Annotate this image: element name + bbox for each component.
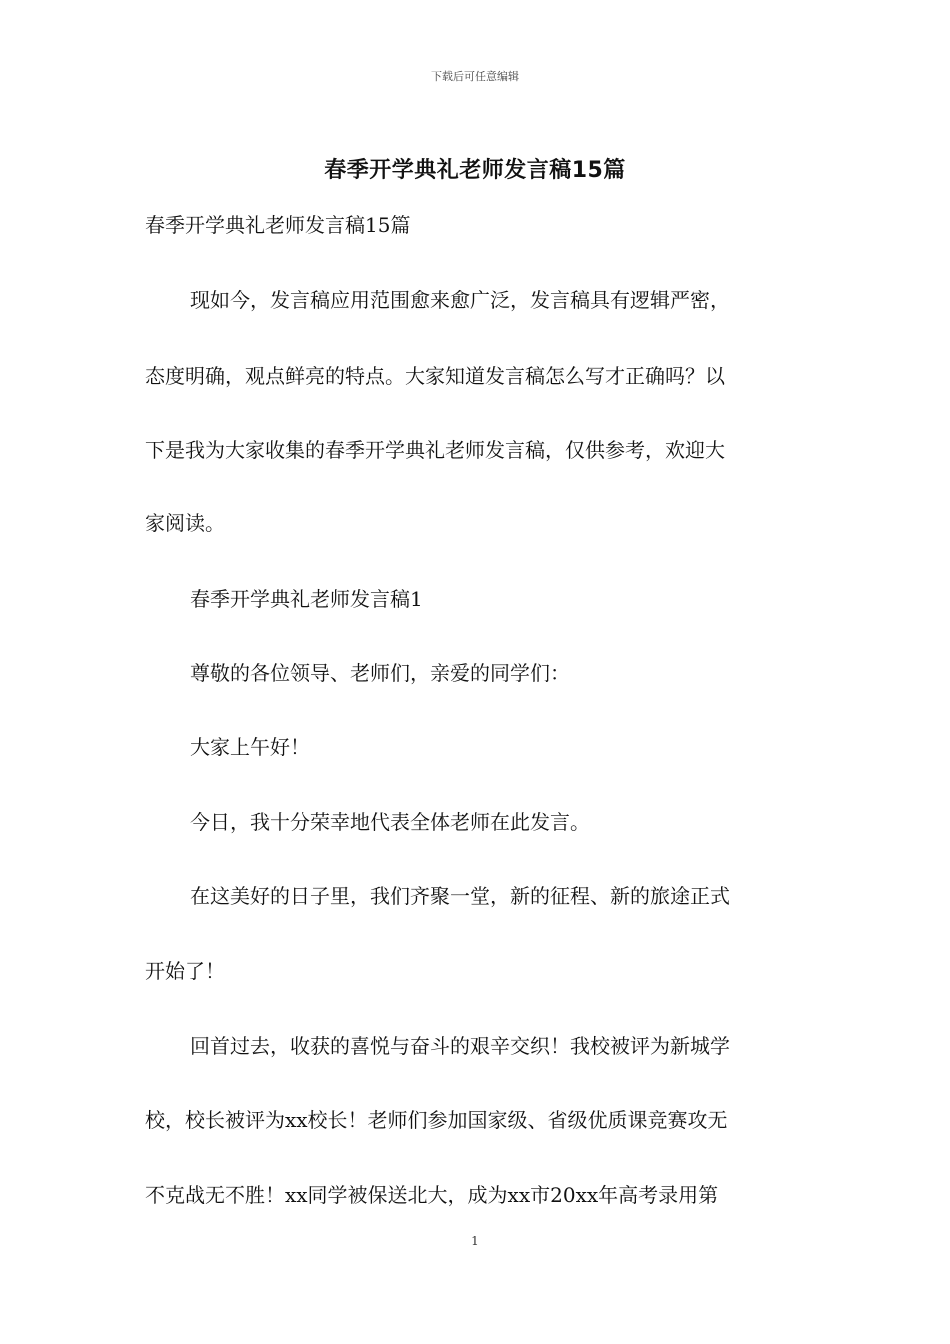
body-line: 校，校长被评为xx校长！老师们参加国家级、省级优质课竞赛攻无 [145,1108,728,1132]
body-line: 大家上午好！ [190,735,310,759]
page-header-note: 下载后可任意编辑 [431,70,519,83]
body-line: 尊敬的各位领导、老师们，亲爱的同学们： [190,661,570,685]
section-heading: 春季开学典礼老师发言稿1 [190,587,423,611]
body-line: 开始了！ [145,959,225,983]
body-line: 下是我为大家收集的春季开学典礼老师发言稿，仅供参考，欢迎大 [145,438,725,462]
body-line: 家阅读。 [145,511,225,535]
body-line: 今日，我十分荣幸地代表全体老师在此发言。 [190,810,590,834]
body-line: 不克战无不胜！xx同学被保送北大，成为xx市20xx年高考录用第 [145,1183,719,1207]
body-line: 在这美好的日子里，我们齐聚一堂，新的征程、新的旅途正式 [190,884,730,908]
page-number: 1 [471,1234,479,1248]
body-line: 现如今，发言稿应用范围愈来愈广泛，发言稿具有逻辑严密， [190,288,730,312]
body-line: 回首过去，收获的喜悦与奋斗的艰辛交织！我校被评为新城学 [190,1034,730,1058]
document-title: 春季开学典礼老师发言稿15篇 [324,158,626,183]
body-line: 态度明确，观点鲜亮的特点。大家知道发言稿怎么写才正确吗？以 [145,364,725,388]
subtitle-line: 春季开学典礼老师发言稿15篇 [145,213,411,237]
